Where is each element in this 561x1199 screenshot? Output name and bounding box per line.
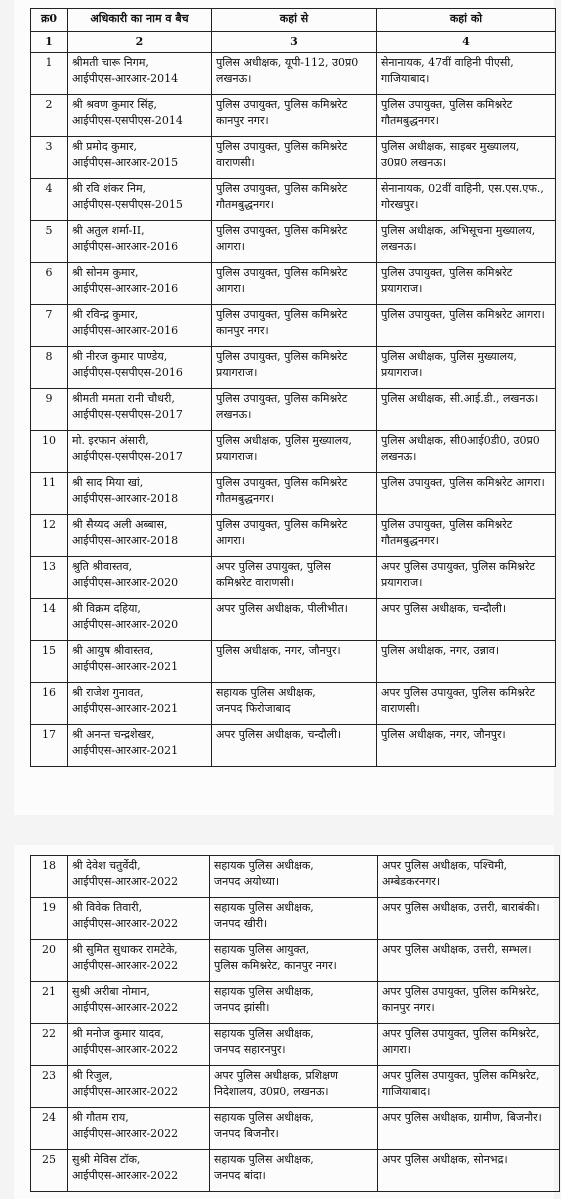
cell-text-line: पुलिस अधीक्षक, अभिसूचना मुख्यालय, [381, 224, 536, 237]
header-to: कहां को [377, 9, 556, 32]
from-posting-cell [212, 515, 377, 557]
to-posting-cell [377, 641, 556, 683]
from-posting-cell [210, 1066, 378, 1108]
cell-text-line: श्रीमती चारू निगम, [72, 56, 149, 69]
cell-text-line: पुलिस अधीक्षक, पुलिस मुख्यालय, [216, 434, 352, 447]
officer-name-cell [68, 1024, 210, 1066]
cell-text-line: श्री विवेक तिवारी, [72, 901, 143, 914]
cell-text-line: अपर पुलिस उपायुक्त, पुलिस कमिश्नरेट, [382, 985, 540, 998]
cell-text-line: सुश्री अरीबा नोमान, [72, 985, 150, 998]
cell-text-line: गौतमबुद्धनगर। [381, 114, 439, 127]
officer-name-cell [68, 137, 212, 179]
table-row [31, 389, 556, 431]
to-posting-cell [378, 1066, 560, 1108]
to-posting-cell [378, 898, 560, 940]
cell-text-line: पुलिस उपायुक्त, पुलिस कमिश्नरेट [216, 224, 348, 237]
to-posting-cell [377, 431, 556, 473]
header-officer-name: अधिकारी का नाम व बैच [68, 9, 212, 32]
table-row [31, 137, 556, 179]
cell-text-line: श्री रवि शंकर निम, [72, 182, 147, 195]
cell-text-line: आगरा। [382, 1043, 411, 1056]
column-number: 3 [212, 32, 377, 53]
cell-text-line: निदेशालय, उ0प्र0, लखनऊ। [214, 1085, 329, 1098]
table-row [31, 263, 556, 305]
cell-text-line: पुलिस उपायुक्त, पुलिस कमिश्नरेट आगरा। [381, 476, 545, 489]
column-number: 4 [377, 32, 556, 53]
cell-text-line: अपर पुलिस उपायुक्त, पुलिस कमिश्नरेट, [382, 1027, 540, 1040]
cell-text-line: श्री विक्रम दहिया, [72, 602, 141, 615]
serial-number-cell: 7 [31, 305, 68, 347]
cell-text-line: वाराणसी। [381, 702, 420, 715]
cell-text-line: लखनऊ। [216, 72, 252, 85]
to-posting-cell [377, 53, 556, 95]
officer-name-cell [68, 599, 212, 641]
cell-text-line: श्री रिजुल, [72, 1069, 113, 1082]
table-row [31, 725, 556, 767]
cell-text-line: पुलिस उपायुक्त, पुलिस कमिश्नरेट [216, 140, 348, 153]
cell-text-line: आईपीएस-आरआर-2021 [72, 744, 179, 757]
from-posting-cell [210, 1024, 378, 1066]
cell-text-line: कानपुर नगर। [382, 1001, 435, 1014]
cell-text-line: अपर पुलिस अधीक्षक, पीलीभीत। [216, 602, 348, 615]
cell-text-line: कानपुर नगर। [216, 324, 269, 337]
to-posting-cell [377, 221, 556, 263]
table-row [31, 1024, 560, 1066]
officer-name-cell [68, 898, 210, 940]
document-page-2 [14, 845, 554, 1199]
table-row [31, 1150, 560, 1192]
cell-text-line: पुलिस अधीक्षक, नगर, जौनपुर। [381, 728, 506, 741]
cell-text-line: सहायक पुलिस अधीक्षक, [214, 901, 314, 914]
column-number: 1 [31, 32, 68, 53]
cell-text-line: सेनानायक, 02वीं वाहिनी, एस.एस.एफ., [381, 182, 544, 195]
cell-text-line: सहायक पुलिस अधीक्षक, [214, 985, 314, 998]
cell-text-line: पुलिस उपायुक्त, पुलिस कमिश्नरेट [216, 308, 348, 321]
table-row [31, 473, 556, 515]
cell-text-line: अपर पुलिस अधीक्षक, सोनभद्र। [382, 1153, 508, 1166]
serial-number-cell: 2 [31, 95, 68, 137]
cell-text-line: कमिश्नरेट वाराणसी। [216, 576, 294, 589]
officer-name-cell [68, 53, 212, 95]
transfer-table-page-2 [30, 855, 560, 1192]
transfer-table-page-1 [30, 8, 556, 767]
cell-text-line: आईपीएस-आरआर-2015 [72, 156, 179, 169]
cell-text-line: अम्बेडकरनगर। [382, 875, 441, 888]
to-posting-cell [377, 95, 556, 137]
table-row [31, 557, 556, 599]
cell-text-line: पुलिस अधीक्षक, नगर, जौनपुर। [216, 644, 341, 657]
cell-text-line: अपर पुलिस उपायुक्त, पुलिस कमिश्नरेट [381, 686, 535, 699]
header-row [31, 9, 556, 32]
cell-text-line: सुश्री मेविस टॉक, [72, 1153, 141, 1166]
officer-name-cell [68, 473, 212, 515]
cell-text-line: आईपीएस-आरआर-2022 [72, 1001, 179, 1014]
from-posting-cell [210, 856, 378, 898]
cell-text-line: सहायक पुलिस अधीक्षक, [216, 686, 316, 699]
to-posting-cell [377, 137, 556, 179]
serial-number-cell: 18 [31, 856, 68, 898]
table-row [31, 683, 556, 725]
cell-text-line: पुलिस उपायुक्त, पुलिस कमिश्नरेट आगरा। [381, 308, 545, 321]
table-row [31, 221, 556, 263]
serial-number-cell: 21 [31, 982, 68, 1024]
cell-text-line: सहायक पुलिस अधीक्षक, [214, 1027, 314, 1040]
table-row [31, 1108, 560, 1150]
cell-text-line: गोरखपुर। [381, 198, 419, 211]
cell-text-line: आईपीएस-आरआर-2022 [72, 875, 179, 888]
cell-text-line: पुलिस उपायुक्त, पुलिस कमिश्नरेट [216, 266, 348, 279]
from-posting-cell [212, 599, 377, 641]
table-row [31, 898, 560, 940]
cell-text-line: आगरा। [216, 534, 245, 547]
document-page-1 [14, 0, 554, 815]
to-posting-cell [377, 305, 556, 347]
table-row [31, 982, 560, 1024]
cell-text-line: आईपीएस-आरआर-2018 [72, 534, 179, 547]
table-row [31, 641, 556, 683]
officer-name-cell [68, 95, 212, 137]
from-posting-cell [212, 305, 377, 347]
cell-text-line: पुलिस उपायुक्त, पुलिस कमिश्नरेट [216, 518, 348, 531]
cell-text-line: जनपद बांदा। [214, 1169, 266, 1182]
to-posting-cell [377, 179, 556, 221]
cell-text-line: श्रुति श्रीवास्तव, [72, 560, 133, 573]
table-row [31, 856, 560, 898]
cell-text-line: पुलिस अधीक्षक, नगर, उन्नाव। [381, 644, 500, 657]
to-posting-cell [377, 389, 556, 431]
cell-text-line: अपर पुलिस अधीक्षक, उत्तरी, सम्भल। [382, 943, 532, 956]
cell-text-line: गाजियाबाद। [382, 1085, 431, 1098]
cell-text-line: श्री सैय्यद अली अब्बास, [72, 518, 168, 531]
cell-text-line: आईपीएस-आरआर-2022 [72, 1043, 179, 1056]
cell-text-line: पुलिस उपायुक्त, पुलिस कमिश्नरेट [381, 518, 513, 531]
from-posting-cell [212, 557, 377, 599]
cell-text-line: जनपद फिरोजाबाद [216, 702, 291, 715]
table-row [31, 95, 556, 137]
table-row [31, 53, 556, 95]
serial-number-cell: 1 [31, 53, 68, 95]
cell-text-line: श्री मनोज कुमार यादव, [72, 1027, 164, 1040]
cell-text-line: आईपीएस-आरआर-2021 [72, 660, 179, 673]
cell-text-line: पुलिस अधीक्षक, यूपी-112, उ0प्र0 [216, 56, 359, 69]
to-posting-cell [378, 1024, 560, 1066]
cell-text-line: पुलिस उपायुक्त, पुलिस कमिश्नरेट [216, 476, 348, 489]
cell-text-line: कानपुर नगर। [216, 114, 269, 127]
column-number-row [31, 32, 556, 53]
officer-name-cell [68, 515, 212, 557]
cell-text-line: श्री गौतम राय, [72, 1111, 129, 1124]
to-posting-cell [377, 515, 556, 557]
officer-name-cell [68, 263, 212, 305]
cell-text-line: जनपद झांसी। [214, 1001, 270, 1014]
cell-text-line: अपर पुलिस अधीक्षक, उत्तरी, बाराबंकी। [382, 901, 540, 914]
cell-text-line: आईपीएस-आरआर-2022 [72, 1085, 179, 1098]
cell-text-line: जनपद सहारनपुर। [214, 1043, 286, 1056]
to-posting-cell [377, 557, 556, 599]
cell-text-line: अपर पुलिस अधीक्षक, पश्चिमी, [382, 859, 508, 872]
cell-text-line: वाराणसी। [216, 156, 255, 169]
cell-text-line: अपर पुलिस उपायुक्त, पुलिस [216, 560, 331, 573]
table-row [31, 940, 560, 982]
table-row [31, 179, 556, 221]
cell-text-line: मो. इरफान अंसारी, [72, 434, 149, 447]
cell-text-line: पुलिस उपायुक्त, पुलिस कमिश्नरेट [216, 182, 348, 195]
cell-text-line: आईपीएस-आरआर-2022 [72, 1127, 179, 1140]
serial-number-cell: 9 [31, 389, 68, 431]
from-posting-cell [212, 263, 377, 305]
from-posting-cell [210, 982, 378, 1024]
cell-text-line: आईपीएस-आरआर-2016 [72, 282, 179, 295]
from-posting-cell [212, 641, 377, 683]
cell-text-line: श्री आयुष श्रीवास्तव, [72, 644, 154, 657]
cell-text-line: आईपीएस-आरआर-2020 [72, 618, 179, 631]
to-posting-cell [377, 599, 556, 641]
from-posting-cell [210, 1150, 378, 1192]
cell-text-line: सेनानायक, 47वीं वाहिनी पीएसी, [381, 56, 514, 69]
officer-name-cell [68, 347, 212, 389]
cell-text-line: गौतमबुद्धनगर। [216, 198, 274, 211]
serial-number-cell: 5 [31, 221, 68, 263]
cell-text-line: आईपीएस-आरआर-2022 [72, 917, 179, 930]
cell-text-line: पुलिस उपायुक्त, पुलिस कमिश्नरेट [216, 392, 348, 405]
cell-text-line: उ0प्र0 लखनऊ। [381, 156, 447, 169]
cell-text-line: प्रयागराज। [216, 366, 258, 379]
cell-text-line: सहायक पुलिस आयुक्त, [214, 943, 310, 956]
column-number: 2 [68, 32, 212, 53]
cell-text-line: अपर पुलिस उपायुक्त, पुलिस कमिश्नरेट, [382, 1069, 540, 1082]
cell-text-line: श्री अनन्त चन्द्रशेखर, [72, 728, 155, 741]
cell-text-line: अपर पुलिस अधीक्षक, ग्रामीण, बिजनौर। [382, 1111, 542, 1124]
serial-number-cell: 14 [31, 599, 68, 641]
serial-number-cell: 13 [31, 557, 68, 599]
cell-text-line: गौतमबुद्धनगर। [381, 534, 439, 547]
cell-text-line: आगरा। [216, 282, 245, 295]
table-body-page-1 [31, 53, 556, 767]
cell-text-line: अपर पुलिस अधीक्षक, चन्दौली। [216, 728, 342, 741]
cell-text-line: श्री प्रमोद कुमार, [72, 140, 138, 153]
cell-text-line: श्री सोनम कुमार, [72, 266, 139, 279]
serial-number-cell: 10 [31, 431, 68, 473]
to-posting-cell [377, 473, 556, 515]
officer-name-cell [68, 683, 212, 725]
cell-text-line: आईपीएस-आरआर-2016 [72, 240, 179, 253]
officer-name-cell [68, 982, 210, 1024]
serial-number-cell: 23 [31, 1066, 68, 1108]
table-row [31, 431, 556, 473]
cell-text-line: जनपद अयोध्या। [214, 875, 280, 888]
officer-name-cell [68, 389, 212, 431]
table-row [31, 515, 556, 557]
cell-text-line: पुलिस उपायुक्त, पुलिस कमिश्नरेट [216, 350, 348, 363]
cell-text-line: लखनऊ। [216, 408, 252, 421]
from-posting-cell [212, 53, 377, 95]
cell-text-line: अपर पुलिस उपायुक्त, पुलिस कमिश्नरेट [381, 560, 535, 573]
cell-text-line: सहायक पुलिस अधीक्षक, [214, 859, 314, 872]
cell-text-line: श्री श्रवण कुमार सिंह, [72, 98, 157, 111]
table-row [31, 347, 556, 389]
from-posting-cell [210, 940, 378, 982]
cell-text-line: पुलिस कमिश्नरेट, कानपुर नगर। [214, 959, 337, 972]
cell-text-line: पुलिस अधीक्षक, पुलिस मुख्यालय, [381, 350, 517, 363]
cell-text-line: लखनऊ। [381, 240, 417, 253]
serial-number-cell: 15 [31, 641, 68, 683]
cell-text-line: श्री रविन्द्र कुमार, [72, 308, 139, 321]
cell-text-line: जनपद बिजनौर। [214, 1127, 279, 1140]
cell-text-line: प्रयागराज। [381, 282, 423, 295]
cell-text-line: आईपीएस-एसपीएस-2017 [72, 450, 183, 463]
cell-text-line: श्री राजेश गुनावत, [72, 686, 144, 699]
to-posting-cell [377, 683, 556, 725]
cell-text-line: आईपीएस-एसपीएस-2015 [72, 198, 183, 211]
cell-text-line: गौतमबुद्धनगर। [216, 492, 274, 505]
serial-number-cell: 4 [31, 179, 68, 221]
cell-text-line: पुलिस उपायुक्त, पुलिस कमिश्नरेट [381, 98, 513, 111]
cell-text-line: आईपीएस-आरआर-2018 [72, 492, 179, 505]
cell-text-line: प्रयागराज। [381, 366, 423, 379]
cell-text-line: प्रयागराज। [381, 576, 423, 589]
officer-name-cell [68, 305, 212, 347]
to-posting-cell [378, 1108, 560, 1150]
from-posting-cell [212, 683, 377, 725]
officer-name-cell [68, 856, 210, 898]
officer-name-cell [68, 725, 212, 767]
from-posting-cell [212, 389, 377, 431]
officer-name-cell [68, 641, 212, 683]
cell-text-line: आईपीएस-एसपीएस-2014 [72, 114, 183, 127]
serial-number-cell: 24 [31, 1108, 68, 1150]
cell-text-line: श्री साद मिया खां, [72, 476, 144, 489]
header-from: कहां से [212, 9, 377, 32]
cell-text-line: आईपीएस-आरआर-2022 [72, 959, 179, 972]
cell-text-line: आईपीएस-आरआर-2022 [72, 1169, 179, 1182]
serial-number-cell: 6 [31, 263, 68, 305]
serial-number-cell: 17 [31, 725, 68, 767]
cell-text-line: अपर पुलिस अधीक्षक, प्रशिक्षण [214, 1069, 338, 1082]
from-posting-cell [212, 221, 377, 263]
cell-text-line: अपर पुलिस अधीक्षक, चन्दौली। [381, 602, 507, 615]
cell-text-line: पुलिस उपायुक्त, पुलिस कमिश्नरेट [381, 266, 513, 279]
serial-number-cell: 8 [31, 347, 68, 389]
cell-text-line: पुलिस अधीक्षक, सी0आई0डी0, उ0प्र0 [381, 434, 540, 447]
table-row [31, 1066, 560, 1108]
to-posting-cell [378, 1150, 560, 1192]
from-posting-cell [212, 95, 377, 137]
cell-text-line: श्री अतुल शर्मा-II, [72, 224, 145, 237]
from-posting-cell [212, 431, 377, 473]
from-posting-cell [212, 179, 377, 221]
officer-name-cell [68, 179, 212, 221]
cell-text-line: श्रीमती ममता रानी चौधरी, [72, 392, 175, 405]
cell-text-line: सहायक पुलिस अधीक्षक, [214, 1153, 314, 1166]
to-posting-cell [378, 940, 560, 982]
cell-text-line: आईपीएस-आरआर-2014 [72, 72, 179, 85]
cell-text-line: आईपीएस-आरआर-2021 [72, 702, 179, 715]
cell-text-line: प्रयागराज। [216, 450, 258, 463]
cell-text-line: आगरा। [216, 240, 245, 253]
officer-name-cell [68, 1108, 210, 1150]
officer-name-cell [68, 1066, 210, 1108]
table-row [31, 599, 556, 641]
table-body-page-2 [31, 856, 560, 1192]
cell-text-line: आईपीएस-एसपीएस-2016 [72, 366, 183, 379]
officer-name-cell [68, 557, 212, 599]
cell-text-line: लखनऊ। [381, 450, 417, 463]
serial-number-cell: 19 [31, 898, 68, 940]
from-posting-cell [210, 1108, 378, 1150]
from-posting-cell [212, 137, 377, 179]
to-posting-cell [378, 856, 560, 898]
to-posting-cell [377, 725, 556, 767]
from-posting-cell [212, 473, 377, 515]
cell-text-line: आईपीएस-आरआर-2016 [72, 324, 179, 337]
to-posting-cell [377, 347, 556, 389]
from-posting-cell [212, 725, 377, 767]
serial-number-cell: 20 [31, 940, 68, 982]
serial-number-cell: 25 [31, 1150, 68, 1192]
serial-number-cell: 16 [31, 683, 68, 725]
serial-number-cell: 11 [31, 473, 68, 515]
cell-text-line: आईपीएस-आरआर-2020 [72, 576, 179, 589]
cell-text-line: जनपद खीरी। [214, 917, 268, 930]
cell-text-line: पुलिस उपायुक्त, पुलिस कमिश्नरेट [216, 98, 348, 111]
serial-number-cell: 3 [31, 137, 68, 179]
officer-name-cell [68, 940, 210, 982]
cell-text-line: गाजियाबाद। [381, 72, 430, 85]
cell-text-line: आईपीएस-एसपीएस-2017 [72, 408, 183, 421]
table-row [31, 305, 556, 347]
cell-text-line: पुलिस अधीक्षक, साइबर मुख्यालय, [381, 140, 520, 153]
to-posting-cell [377, 263, 556, 305]
officer-name-cell [68, 431, 212, 473]
header-serial: क्र0 [31, 9, 68, 32]
from-posting-cell [212, 347, 377, 389]
serial-number-cell: 12 [31, 515, 68, 557]
cell-text-line: श्री सुमित सुधाकर रामटेके, [72, 943, 178, 956]
cell-text-line: सहायक पुलिस अधीक्षक, [214, 1111, 314, 1124]
to-posting-cell [378, 982, 560, 1024]
cell-text-line: पुलिस अधीक्षक, सी.आई.डी., लखनऊ। [381, 392, 539, 405]
cell-text-line: श्री नीरज कुमार पाण्डेय, [72, 350, 168, 363]
serial-number-cell: 22 [31, 1024, 68, 1066]
officer-name-cell [68, 1150, 210, 1192]
cell-text-line: श्री देवेश चतुर्वेदी, [72, 859, 141, 872]
from-posting-cell [210, 898, 378, 940]
officer-name-cell [68, 221, 212, 263]
